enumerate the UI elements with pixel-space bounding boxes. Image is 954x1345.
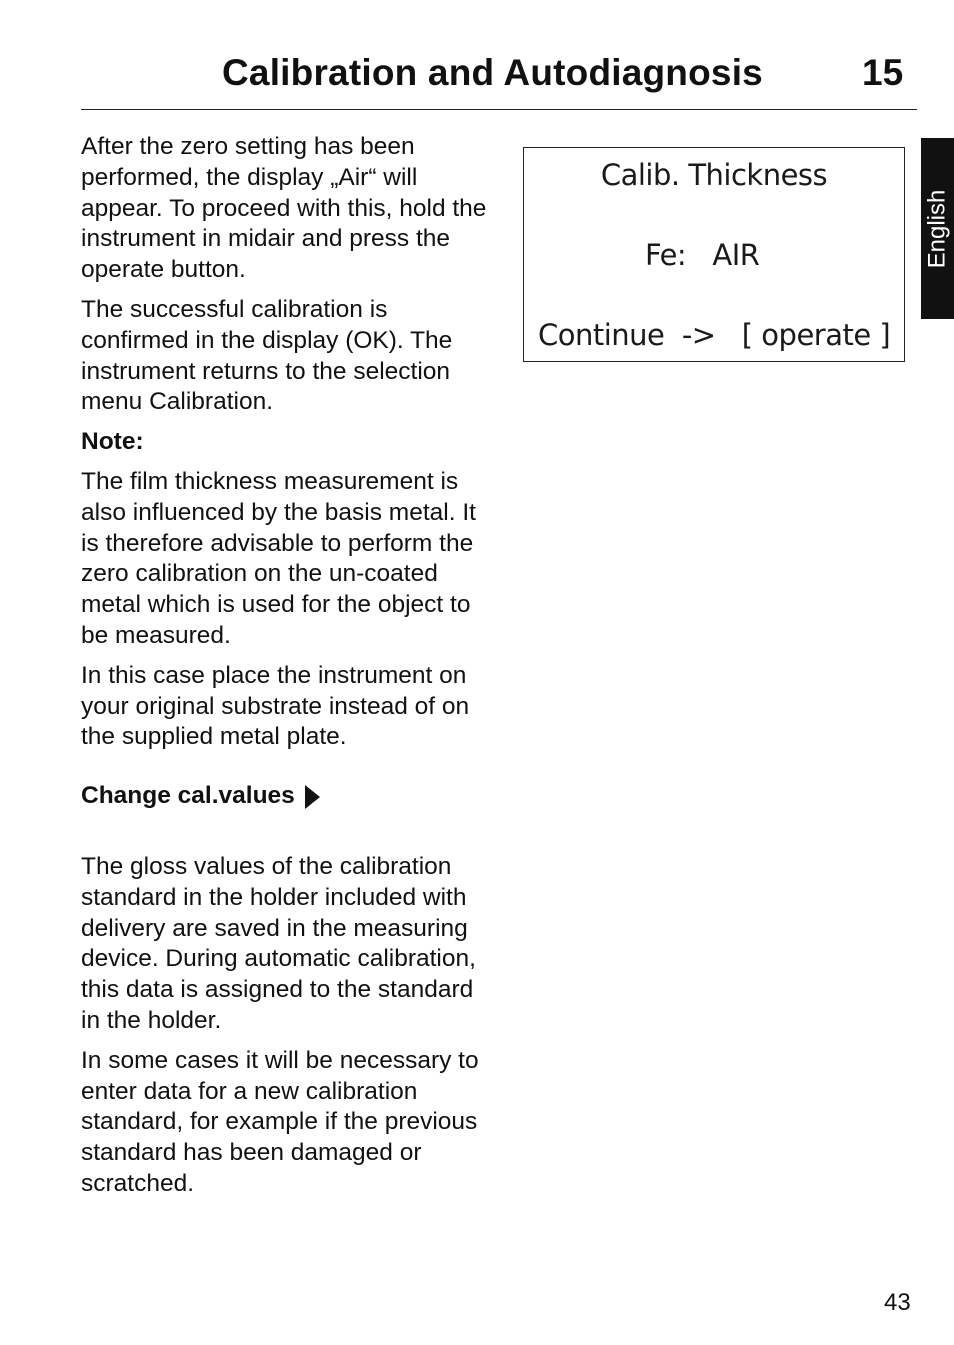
paragraph-zero-setting: After the zero setting has been performed, the display „Air“ will appear. To proceed with this, hold the instrument in midair and press the operate button. bbox=[81, 133, 487, 284]
section-heading-change-cal-values bbox=[81, 781, 491, 812]
paragraph-basis-metal: The film thickness measurement is also influenced by the basis metal. It is therefore advisable to perform the zero calibration on the un-coated metal which is used for the object to be measured. bbox=[81, 467, 476, 649]
paragraph-calibration-confirmed: The successful calibration is confirmed in the display (OK). The instrument returns to the selection menu Calibration. bbox=[81, 295, 453, 416]
triangle-right-icon bbox=[305, 785, 320, 809]
note-heading: Note: bbox=[81, 428, 144, 456]
page-title: Calibration and Autodiagnosis bbox=[222, 52, 763, 93]
paragraph-new-standard: In some cases it will be necessary to enter data for a new calibration standard, for example if the previous standard has been damaged or scratched. bbox=[81, 1046, 479, 1197]
page-number: 43 bbox=[884, 1289, 911, 1316]
display-line-material: Fe: AIR bbox=[645, 238, 760, 272]
text-column bbox=[81, 132, 491, 1209]
device-display-screen bbox=[523, 147, 905, 362]
paragraph-substrate: In this case place the instrument on your original substrate instead of on the supplied metal plate. bbox=[81, 661, 470, 751]
paragraph-gloss-values: The gloss values of the calibration standard in the holder included with delivery are saved in the measuring device. During automatic calibration, this data is assigned to the standard in the holder. bbox=[81, 852, 476, 1034]
chapter-number: 15 bbox=[862, 52, 904, 93]
language-tab-label: English bbox=[923, 189, 951, 268]
language-tab bbox=[921, 138, 954, 319]
display-line-continue: Continue -> [ operate ] bbox=[538, 318, 891, 352]
section-heading-label: Change cal.values bbox=[81, 782, 295, 810]
display-line-title: Calib. Thickness bbox=[600, 158, 828, 192]
spacer bbox=[81, 812, 491, 852]
header-divider bbox=[81, 109, 917, 110]
